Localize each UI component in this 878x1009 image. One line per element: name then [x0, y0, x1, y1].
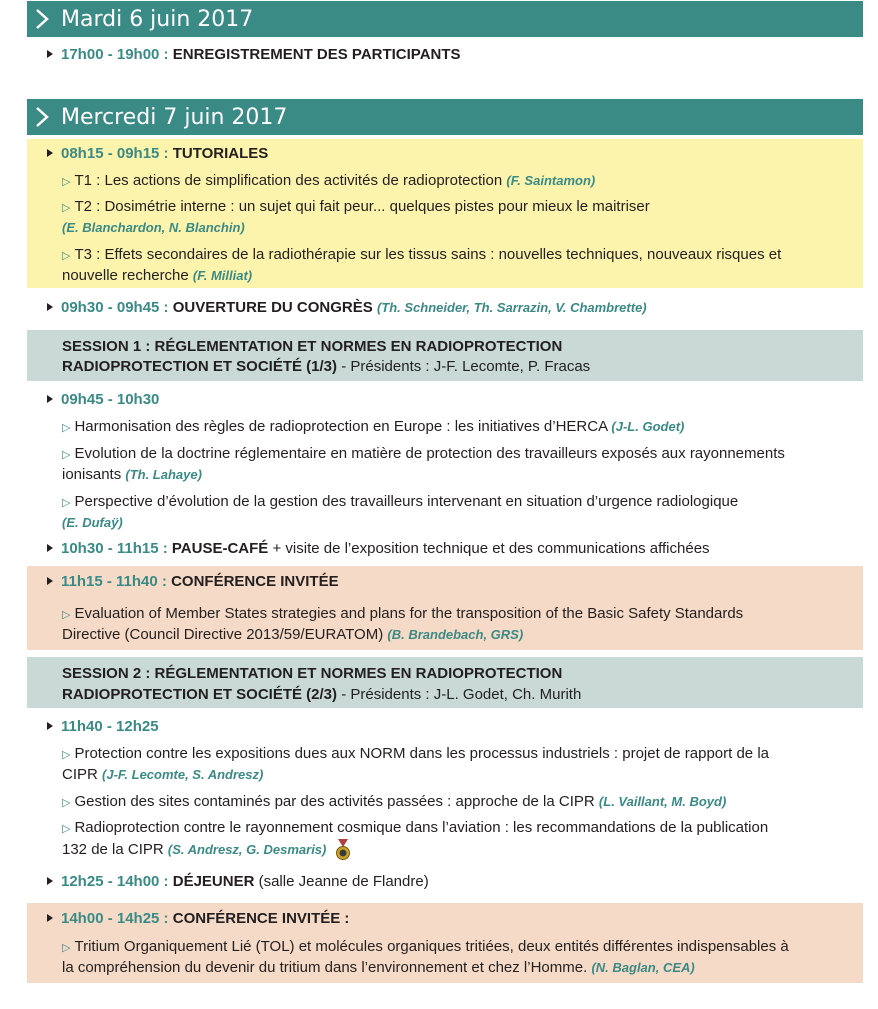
chevron-right-icon [35, 8, 49, 30]
day-title: Mercredi 7 juin 2017 [61, 104, 288, 130]
time: 14h00 - 14h25 : [61, 910, 169, 927]
author: (B. Brandebach, GRS) [387, 627, 524, 642]
chevron-right-icon: ▷ [62, 250, 71, 262]
tutorial-t3-line2 [62, 266, 252, 286]
bullet-icon [47, 914, 53, 922]
chevron-right-icon: ▷ [62, 749, 71, 761]
label: OUVERTURE DU CONGRÈS [172, 299, 373, 316]
author: (L. Vaillant, M. Boyd) [598, 794, 727, 809]
label: RADIOPROTECTION ET SOCIÉTÉ (1/3) [62, 358, 338, 375]
day-header-mercredi [27, 99, 863, 135]
agenda-item-slot2 [47, 717, 159, 737]
time: 11h40 - 12h25 [61, 718, 159, 735]
text: nouvelle recherche [62, 267, 189, 284]
tutorial-t2 [62, 197, 650, 218]
text: T1 : Les actions de simplification des activités de radioprotection [74, 172, 503, 189]
chevron-right-icon: ▷ [62, 422, 71, 434]
talk-herca [62, 417, 684, 438]
label: CONFÉRENCE INVITÉE : [172, 910, 350, 927]
bullet-icon [47, 303, 53, 311]
text: Tritium Organiquement Lié (TOL) et molécules organiques tritiées, deux entités différentes indispensables à [74, 938, 789, 955]
day-title: Mardi 6 juin 2017 [61, 6, 254, 32]
chevron-right-icon: ▷ [62, 449, 71, 461]
text: T3 : Effets secondaires de la radiothérapie sur les tissus sains : nouvelles techniques, nouveaux risques et [74, 246, 782, 263]
label: RADIOPROTECTION ET SOCIÉTÉ (2/3) [62, 686, 338, 703]
time: 09h45 - 10h30 [61, 391, 160, 408]
author: (F. Milliat) [192, 268, 253, 283]
chevron-right-icon: ▷ [62, 823, 71, 835]
session-2-title: SESSION 2 : RÉGLEMENTATION ET NORMES EN RADIOPROTECTION [62, 665, 563, 682]
text: Gestion des sites contaminés par des activités passées : approche de la CIPR [74, 793, 595, 810]
time: 12h25 - 14h00 : [61, 873, 169, 890]
time: 10h30 - 11h15 : [61, 540, 168, 557]
tutorial-t1 [62, 171, 595, 192]
label: PAUSE-CAFÉ [171, 540, 269, 557]
bullet-icon [47, 877, 53, 885]
agenda-item-dejeuner [47, 872, 429, 892]
day-header-mardi [27, 1, 863, 37]
talk-cosmique [62, 818, 768, 839]
chevron-right-icon: ▷ [62, 942, 71, 954]
conference-1-text-line2 [62, 625, 523, 645]
bullet-icon [47, 577, 53, 585]
text: Protection contre les expositions dues aux NORM dans les processus industriels : projet de rapport de la [74, 745, 769, 762]
author: (F. Saintamon) [506, 173, 596, 188]
talk-doctrine [62, 444, 785, 465]
bullet-icon [47, 544, 53, 552]
author: (Th. Schneider, Th. Sarrazin, V. Chambrette) [376, 300, 647, 315]
time: 17h00 - 19h00 : [61, 46, 169, 63]
text: (salle Jeanne de Flandre) [254, 873, 429, 890]
text: la compréhension du devenir du tritium dans l’environnement et chez l’Homme. [62, 959, 588, 976]
time: 11h15 - 11h40 : [61, 573, 167, 590]
agenda-item-slot1 [47, 390, 159, 410]
conference-1-text [62, 604, 743, 625]
text: CIPR [62, 766, 98, 783]
label: ENREGISTREMENT DES PARTICIPANTS [172, 46, 461, 63]
author: (Th. Lahaye) [125, 467, 202, 482]
chevron-right-icon [35, 106, 49, 128]
text: ionisants [62, 466, 122, 483]
bullet-icon [47, 50, 53, 58]
text: Evolution de la doctrine réglementaire en matière de protection des travailleurs exposés aux rayonnements [74, 445, 785, 462]
presidents: - Présidents : J-F. Lecomte, P. Fracas [337, 358, 591, 375]
label: DÉJEUNER [172, 873, 255, 890]
author: (J-F. Lecomte, S. Andresz) [102, 767, 264, 782]
author: (S. Andresz, G. Desmaris) [167, 841, 327, 857]
author: (J-L. Godet) [611, 419, 685, 434]
chevron-right-icon: ▷ [62, 797, 71, 809]
label: CONFÉRENCE INVITÉE [171, 573, 339, 590]
medal-icon [335, 839, 351, 861]
talk-urgence-author [62, 513, 123, 533]
text: Radioprotection contre le rayonnement cosmique dans l’aviation : les recommandations de la publication [74, 819, 769, 836]
chevron-right-icon: ▷ [62, 202, 71, 214]
agenda-item-registration [47, 45, 461, 65]
bullet-icon [47, 395, 53, 403]
agenda-item-conference-2 [47, 909, 349, 929]
bullet-icon [47, 722, 53, 730]
agenda-item-tutoriales [47, 144, 268, 164]
agenda-item-conference-1 [47, 572, 339, 592]
time: 08h15 - 09h15 : [61, 145, 169, 162]
talk-sites [62, 792, 726, 813]
text: Perspective d’évolution de la gestion des travailleurs intervenant en situation d’urgence radiologique [74, 493, 739, 510]
conference-2-text-line2 [62, 958, 695, 978]
talk-norm-line2 [62, 765, 263, 785]
session-1-title: SESSION 1 : RÉGLEMENTATION ET NORMES EN RADIOPROTECTION [62, 338, 563, 355]
author: (E. Dufaÿ) [62, 515, 123, 530]
label: TUTORIALES [172, 145, 269, 162]
text: Harmonisation des règles de radioprotection en Europe : les initiatives d’HERCA [74, 418, 608, 435]
agenda-item-ouverture [47, 298, 647, 318]
talk-cosmique-line2 [62, 839, 351, 861]
chevron-right-icon: ▷ [62, 176, 71, 188]
conference-2-text [62, 937, 789, 958]
session-1-subtitle [62, 357, 590, 377]
chevron-right-icon: ▷ [62, 497, 71, 509]
talk-urgence [62, 492, 738, 513]
chevron-right-icon: ▷ [62, 609, 71, 621]
time: 09h30 - 09h45 : [61, 299, 169, 316]
author: (N. Baglan, CEA) [591, 960, 695, 975]
presidents: - Présidents : J-L. Godet, Ch. Murith [337, 686, 582, 703]
text: 132 de la CIPR [62, 840, 164, 858]
talk-doctrine-line2 [62, 465, 202, 485]
text: + visite de l’exposition technique et des communications affichées [268, 540, 710, 557]
text: T2 : Dosimétrie interne : un sujet qui fait peur... quelques pistes pour mieux le maitriser [74, 198, 650, 215]
author: (E. Blanchardon, N. Blanchin) [62, 220, 245, 235]
bullet-icon [47, 149, 53, 157]
tutorial-t2-author [62, 218, 245, 238]
session-2-subtitle [62, 685, 581, 705]
talk-norm [62, 744, 769, 765]
agenda-item-pause [47, 539, 710, 559]
text: Evaluation of Member States strategies and plans for the transposition of the Basic Safety Standards [74, 605, 744, 622]
text: Directive (Council Directive 2013/59/EURATOM) [62, 626, 384, 643]
tutorial-t3 [62, 245, 781, 266]
